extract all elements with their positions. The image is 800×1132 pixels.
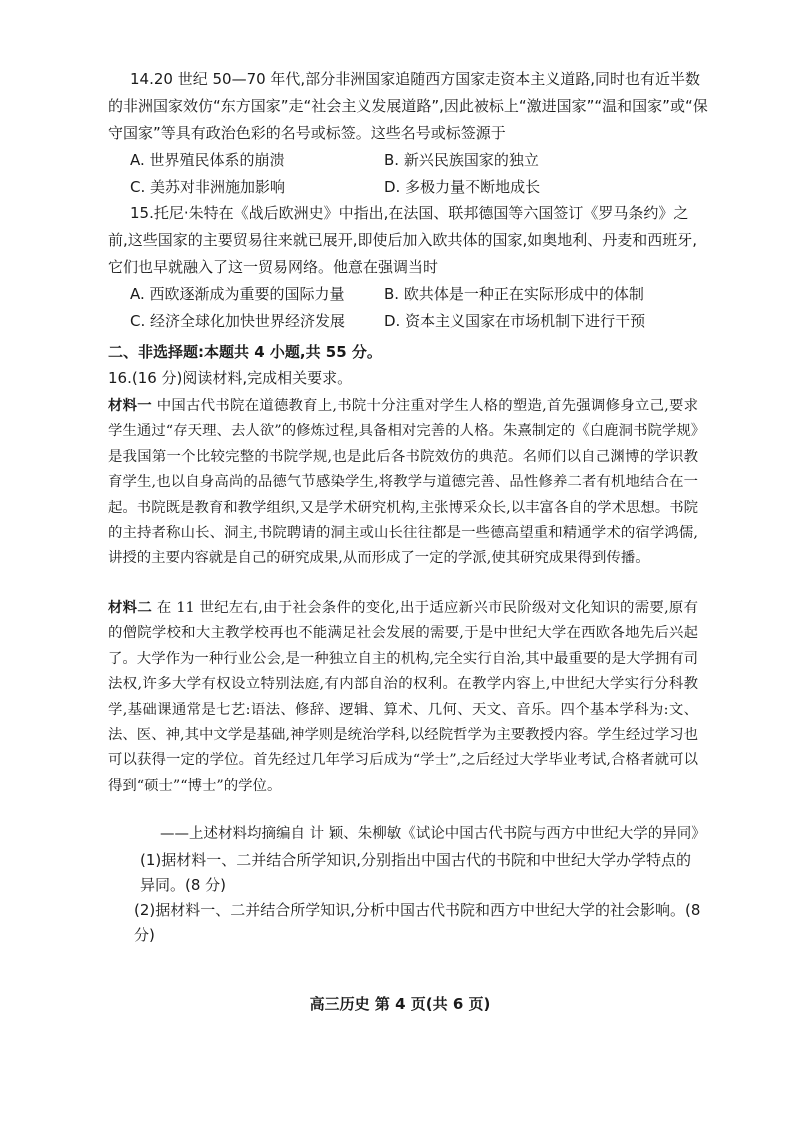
material-2-label: 材料二 (108, 600, 153, 616)
material-1 (108, 394, 698, 572)
option-d: D. 资本主义国家在市场机制下进行干预 (384, 312, 646, 330)
question-15 (108, 200, 708, 335)
question-15-stem: 15.托尼·朱特在《战后欧洲史》中指出,在法国、联邦德国等六国签订《罗马条约》之前,这些国家的主要贸易往来就已展开,即使后加入欧共体的国家,如奥地利、丹麦和西班牙,它们也早就融入了这一贸易网络。他意在强调当时 (108, 204, 698, 276)
section-heading: 二、非选择题:本题共 4 小题,共 55 分。 (108, 343, 382, 361)
option-b: B. 新兴民族国家的独立 (384, 151, 539, 169)
question-15-options (130, 281, 708, 335)
question-16-stem: 16.(16 分)阅读材料,完成相关要求。 (108, 369, 353, 387)
question-14 (108, 66, 708, 201)
material-2-text: 在 11 世纪左右,由于社会条件的变化,出于适应新兴市民阶级对文化知识的需要,原有的僧院学校和大主教学校再也不能满足社会发展的需要,于是中世纪大学在西欧各地先后兴起了。大学作为一种行业公会,是一种独立自主的机构,完全实行自治,其中最重要的是大学拥有司法权,许多大学有权设立特别法庭,有内部自治的权利。在教学内容上,中世纪大学实行分科教学,基础课通常是七艺:语法、修辞、逻辑、算术、几何、天文、音乐。四个基本学科为:文、法、医、神,其中文学是基础,神学则是统治学科,以经院哲学为主要教授内容。学生经过学习也可以获得一定的学位。首先经过几年学习后成为“学士”,之后经过大学毕业考试,合格者就可以得到“硕士”“博士”的学位。 (108, 600, 698, 794)
question-14-stem: 14.20 世纪 50—70 年代,部分非洲国家追随西方国家走资本主义道路,同时也有近半数的非洲国家效仿“东方国家”走“社会主义发展道路”,因此被标上“激进国家”“温和国家”或“保守国家”等具有政治色彩的名号或标签。这些名号或标签源于 (108, 70, 708, 142)
page-footer: 高三历史 第 4 页(共 6 页) (309, 995, 491, 1013)
option-c: C. 经济全球化加快世界经济发展 (130, 312, 346, 330)
option-d: D. 多极力量不断地成长 (384, 178, 541, 196)
material-source: ——上述材料均摘编自 计 颖、朱柳敏《试论中国古代书院与西方中世纪大学的异同》 (160, 826, 706, 842)
option-b: B. 欧共体是一种正在实际形成中的体制 (384, 285, 644, 303)
material-2 (108, 596, 698, 799)
option-a: A. 世界殖民体系的崩溃 (130, 151, 285, 169)
option-c: C. 美苏对非洲施加影响 (130, 178, 286, 196)
sub-question-1: (1)据材料一、二并结合所学知识,分别指出中国古代的书院和中世纪大学办学特点的异同。(8 分) (140, 851, 692, 894)
material-1-text: 中国古代书院在道德教育上,书院十分注重对学生人格的塑造,首先强调修身立己,要求学生通过“存天理、去人欲”的修炼过程,具备相对完善的人格。朱熹制定的《白鹿洞书院学规》是我国第一个比较完整的书院学规,也是此后各书院效仿的典范。名师们以自己渊博的学识教育学生,也以自身高尚的品德气节感染学生,将教学与道德完善、品性修养二者有机地结合在一起。书院既是教育和教学组织,又是学术研究机构,主张博采众长,以丰富各自的学术思想。书院的主持者称山长、洞主,书院聘请的洞主或山长往往都是一些德高望重和精通学术的宿学鸿儒,讲授的主要内容就是自己的研究成果,从而形成了一定的学派,使其研究成果得到传播。 (108, 398, 698, 567)
material-1-label: 材料一 (108, 398, 152, 414)
question-14-options (130, 147, 708, 201)
sub-question-2: (2)据材料一、二并结合所学知识,分析中国古代书院和西方中世纪大学的社会影响。(8 分) (134, 901, 701, 944)
option-a: A. 西欧逐渐成为重要的国际力量 (130, 285, 345, 303)
